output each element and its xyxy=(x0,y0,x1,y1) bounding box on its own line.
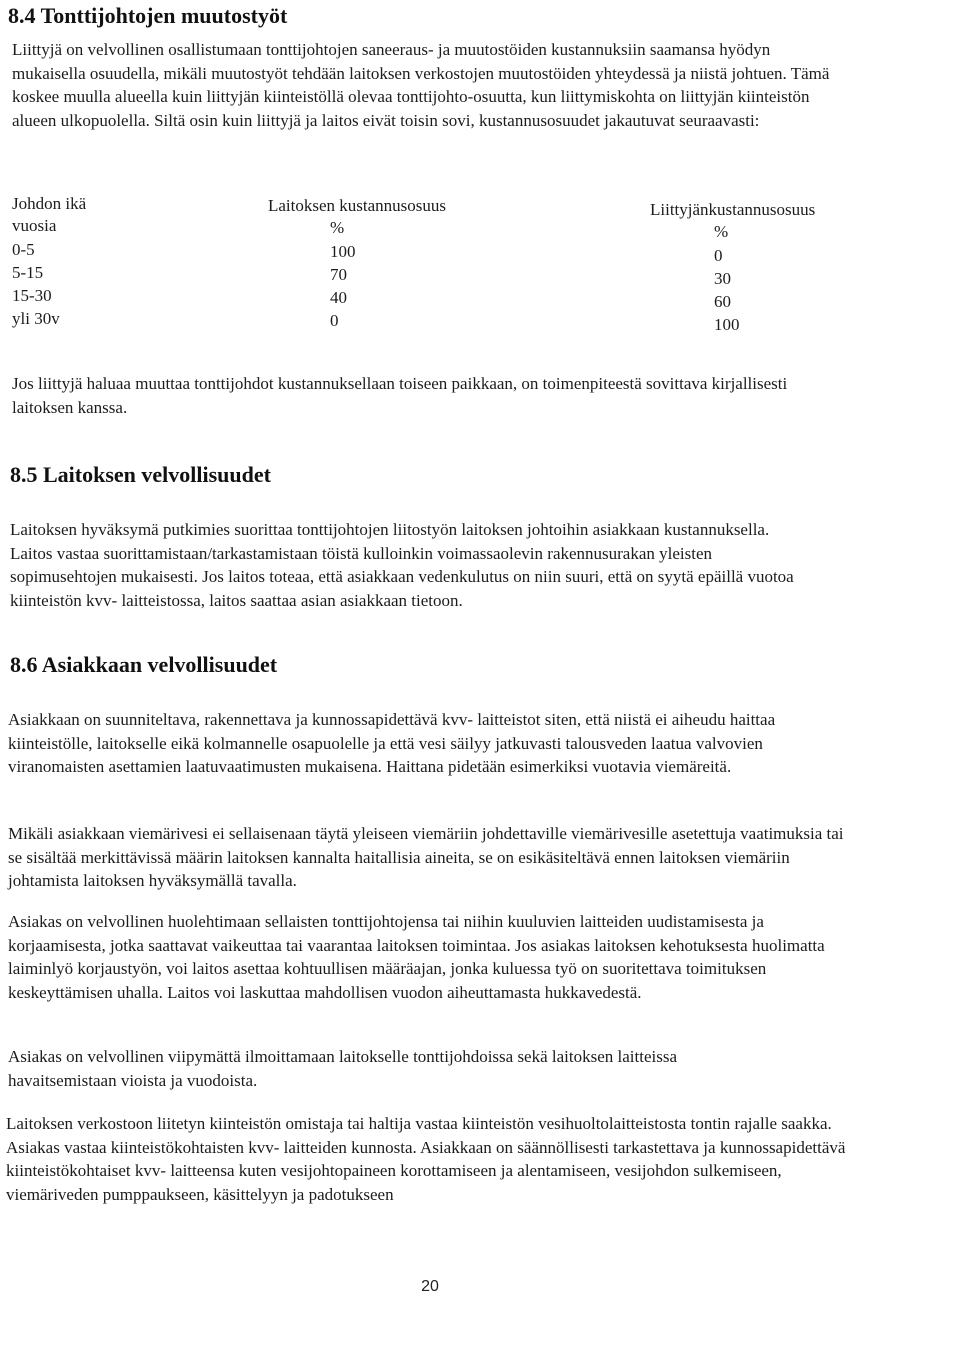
paragraph-8-4-intro: Liittyjä on velvollinen osallistumaan tonttijohtojen saneeraus- ja muutostöiden kustannuksiin saamansa hyödyn mukaisella osuudella, mikäli muutostyöt tehdään laitoksen verkostojen muutostöiden yhteydessä ja niistä johtuen. Tämä koskee muulla alueella kuin liittyjän kiinteistöllä olevaa tonttijohto-osuutta, kun liittymiskohta on liittyjän kiinteistön alueen ulkopuolella. Siltä osin kuin liittyjä ja laitos eivät toisin sovi, kustannusosuudet jakautuvat seuraavasti: xyxy=(12,40,830,130)
table-cell: 0-5 xyxy=(12,240,35,259)
section-heading-8-4: 8.4 Tonttijohtojen muutostyöt xyxy=(8,3,288,28)
table-cell: 15-30 xyxy=(12,286,52,305)
section-heading-8-5: 8.5 Laitoksen velvollisuudet xyxy=(10,462,271,487)
table-cell: 70 xyxy=(330,265,347,284)
table-header-age: Johdon ikä xyxy=(12,194,87,213)
paragraph-8-6-notify: Asiakas on velvollinen viipymättä ilmoittamaan laitokselle tonttijohdoissa sekä laitoksen laitteissa havaitsemistaan vioista ja vuodoista. xyxy=(8,1047,678,1090)
table-cell: 100 xyxy=(330,242,356,261)
table-unit-age: vuosia xyxy=(12,216,57,235)
table-header-utility-share: Laitoksen kustannusosuus xyxy=(268,196,447,215)
table-cell: 0 xyxy=(330,311,339,330)
paragraph-8-6-owner-responsibility: Laitoksen verkostoon liitetyn kiinteistön omistaja tai haltija vastaa kiinteistön vesihuoltolaitteistosta tontin rajalle saakka. Asiakas vastaa kiinteistökohtaisten kvv- laitteiden kunnosta. Asiakkaan on säännöllisesti tarkastettava ja kunnossapidettävä kiinteistökohtaiset kvv- laitteensa kuten vesijohtopaineen korottamiseen ja alentamiseen, vesijohdon sulkemiseen, viemäriveden pumppaukseen, käsittelyyn ja padotukseen xyxy=(6,1114,846,1204)
table-cell: 5-15 xyxy=(12,263,44,282)
table-cell: 100 xyxy=(714,315,740,334)
table-unit-utility: % xyxy=(330,218,345,237)
table-cell: 30 xyxy=(714,269,731,288)
table-cell: yli 30v xyxy=(12,309,60,328)
paragraph-8-4-relocation: Jos liittyjä haluaa muuttaa tonttijohdot kustannuksellaan toiseen paikkaan, on toimenpiteestä sovittava kirjallisesti laitoksen kanssa. xyxy=(12,374,788,417)
page-number: 20 xyxy=(421,1278,439,1295)
paragraph-8-5-obligations: Laitoksen hyväksymä putkimies suorittaa tonttijohtojen liitostyön laitoksen johtoihin asiakkaan kustannuksella. Laitos vastaa suorittamistaan/tarkastamistaan töistä kulloinkin voimassaolevin rakennusurakan yleisten sopimusehtojen mukaisesti. Jos laitos toteaa, että asiakkaan vedenkulutus on niin suuri, että on syytä epäillä vuotoa kiinteistön kvv- laitteistossa, laitos saattaa asian asiakkaan tietoon. xyxy=(10,520,794,610)
paragraph-8-6-repair: Asiakas on velvollinen huolehtimaan sellaisten tonttijohtojensa tai niihin kuuluvien laitteiden uudistamisesta ja korjaamisesta, jotka saattavat vaikeuttaa tai vaarantaa laitoksen toimintaa. Jos asiakas laitoksen kehotuksesta huolimatta laiminlyö korjaustyön, voi laitos asettaa kohtuullisen määräajan, jonka kuluessa työ on suoritettava toimituksen keskeyttämisen uhalla. Laitos voi laskuttaa mahdollisen vuodon aiheuttamasta hukkavedestä. xyxy=(8,912,825,1002)
section-heading-8-6: 8.6 Asiakkaan velvollisuudet xyxy=(10,652,278,677)
paragraph-8-6-design: Asiakkaan on suunniteltava, rakennettava ja kunnossapidettävä kvv- laitteistot siten, että niistä ei aiheudu haittaa kiinteistölle, laitokselle eikä kolmannelle osapuolelle ja että vesi säilyy jatkuvasti talousveden laatua valvovien viranomaisten asettamien laatuvaatimusten mukaisena. Haittana pidetään esimerkiksi vuotavia viemäreitä. xyxy=(8,710,776,776)
table-cell: 0 xyxy=(714,246,723,265)
table-header-customer-share: Liittyjänkustannusosuus xyxy=(650,200,816,219)
table-cell: 40 xyxy=(330,288,347,307)
paragraph-8-6-wastewater: Mikäli asiakkaan viemärivesi ei sellaisenaan täytä yleiseen viemäriin johdettaville viemärivesille asetettuja vaatimuksia tai se sisältää merkittävissä määrin laitoksen kannalta haitallisia aineita, se on esikäsiteltävä ennen laitoksen viemäriin johtamista laitoksen hyväksymällä tavalla. xyxy=(8,824,844,890)
table-cell: 60 xyxy=(714,292,731,311)
table-unit-customer: % xyxy=(714,222,729,241)
